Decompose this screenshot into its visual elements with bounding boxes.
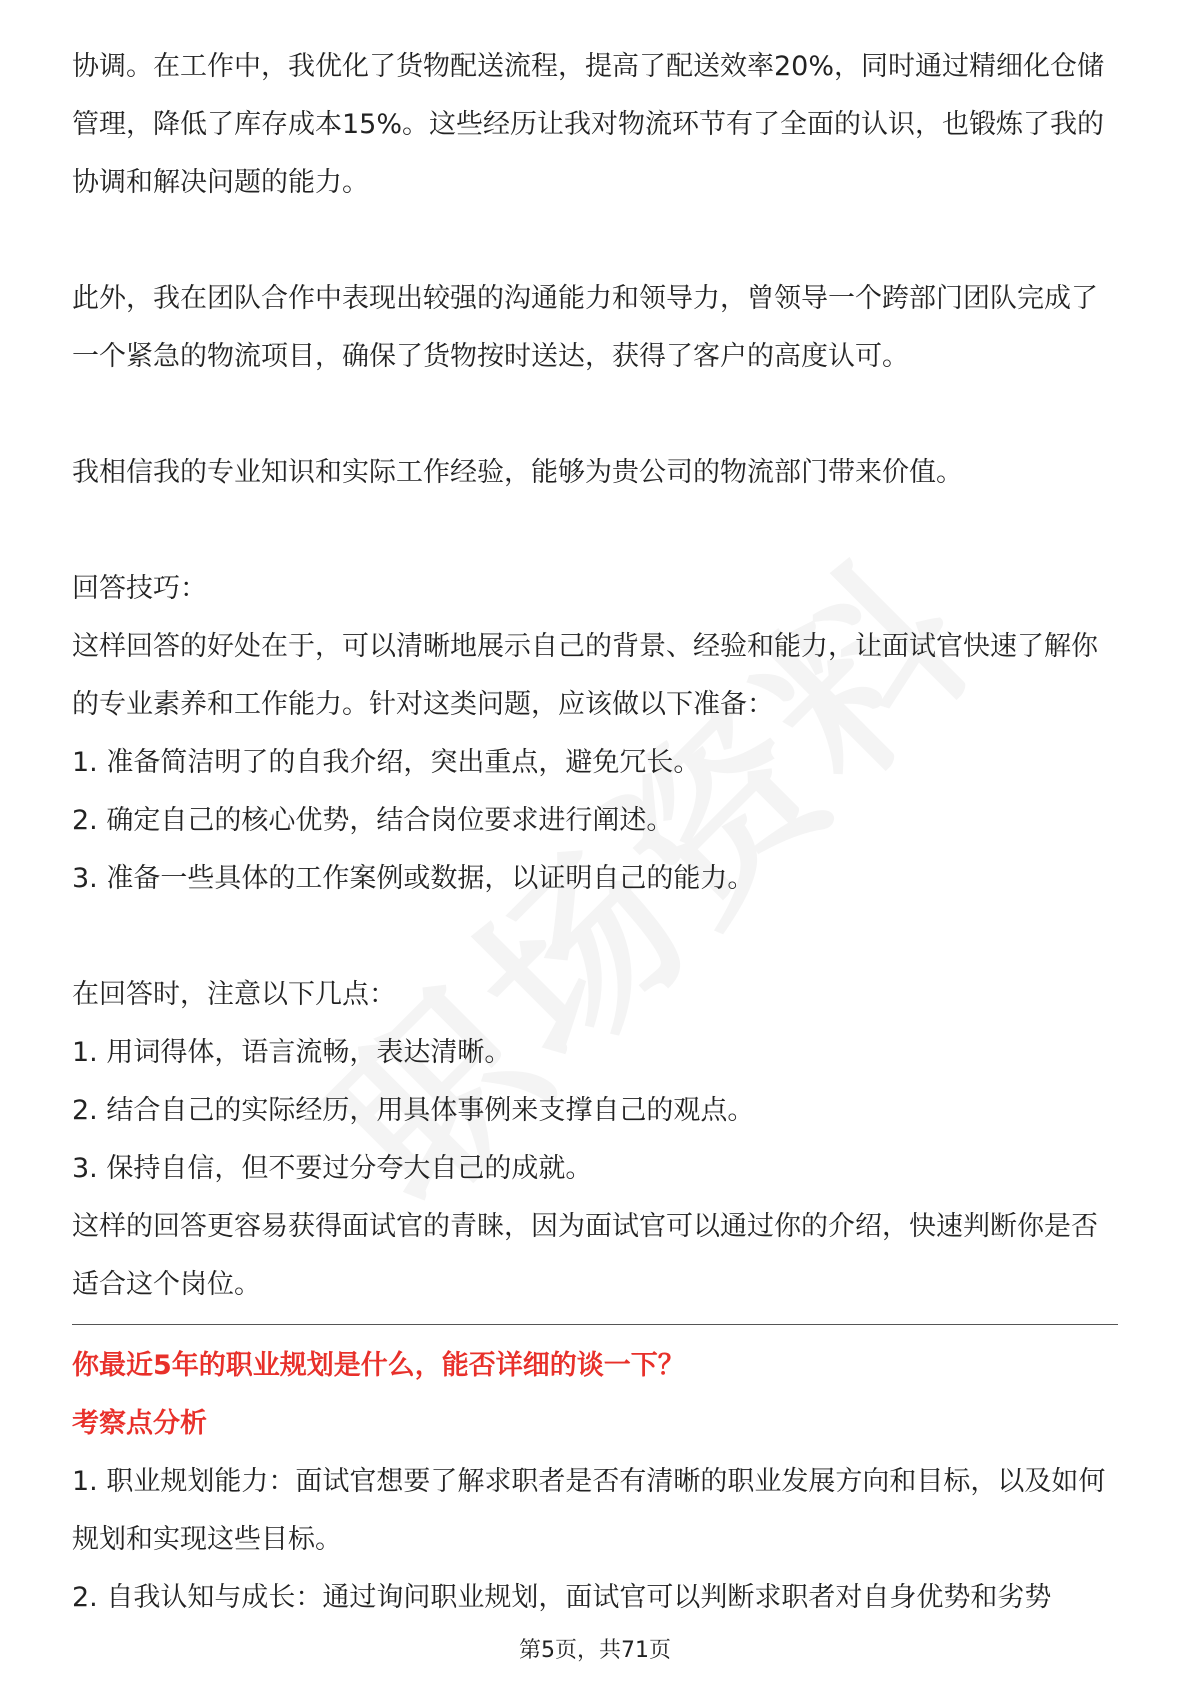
- list-item: 2. 结合自己的实际经历，用具体事例来支撑自己的观点。: [72, 1095, 755, 1126]
- page-content: [72, 38, 1118, 1627]
- tips-heading: 回答技巧：: [72, 573, 207, 604]
- section-divider: [72, 1324, 1118, 1325]
- list-item: 2. 自我认知与成长：通过询问职业规划，面试官可以判断求职者对自身优势和劣势: [72, 1582, 1052, 1613]
- list-item: 1. 职业规划能力：面试官想要了解求职者是否有清晰的职业发展方向和目标，以及如何规划和实现这些目标。: [72, 1466, 1106, 1555]
- tips-conclusion: 这样的回答更容易获得面试官的青睐，因为面试官可以通过你的介绍，快速判断你是否适合这个岗位。: [72, 1211, 1098, 1300]
- tips-intro: 这样回答的好处在于，可以清晰地展示自己的背景、经验和能力，让面试官快速了解你的专业素养和工作能力。针对这类问题，应该做以下准备：: [72, 631, 1098, 720]
- list-item: 2. 确定自己的核心优势，结合岗位要求进行阐述。: [72, 805, 674, 836]
- question-heading: 你最近5年的职业规划是什么，能否详细的谈一下？: [72, 1350, 685, 1381]
- page-number: 第5页，共71页: [519, 1638, 671, 1663]
- paragraph-teamwork: 此外，我在团队合作中表现出较强的沟通能力和领导力，曾领导一个跨部门团队完成了一个紧急的物流项目，确保了货物按时送达，获得了客户的高度认可。: [72, 283, 1098, 372]
- list-item: 1. 准备简洁明了的自我介绍，突出重点，避免冗长。: [72, 747, 701, 778]
- list-item: 3. 保持自信，但不要过分夸大自己的成就。: [72, 1153, 593, 1184]
- list-item: 3. 准备一些具体的工作案例或数据，以证明自己的能力。: [72, 863, 755, 894]
- list-item: 1. 用词得体，语言流畅，表达清晰。: [72, 1037, 512, 1068]
- analysis-title: 考察点分析: [72, 1408, 207, 1439]
- paragraph-experience: 协调。在工作中，我优化了货物配送流程，提高了配送效率20%，同时通过精细化仓储管理，降低了库存成本15%。这些经历让我对物流环节有了全面的认识，也锻炼了我的协调和解决问题的能力。: [72, 51, 1105, 198]
- notes-heading: 在回答时，注意以下几点：: [72, 979, 396, 1010]
- paragraph-value: 我相信我的专业知识和实际工作经验，能够为贵公司的物流部门带来价值。: [72, 457, 963, 488]
